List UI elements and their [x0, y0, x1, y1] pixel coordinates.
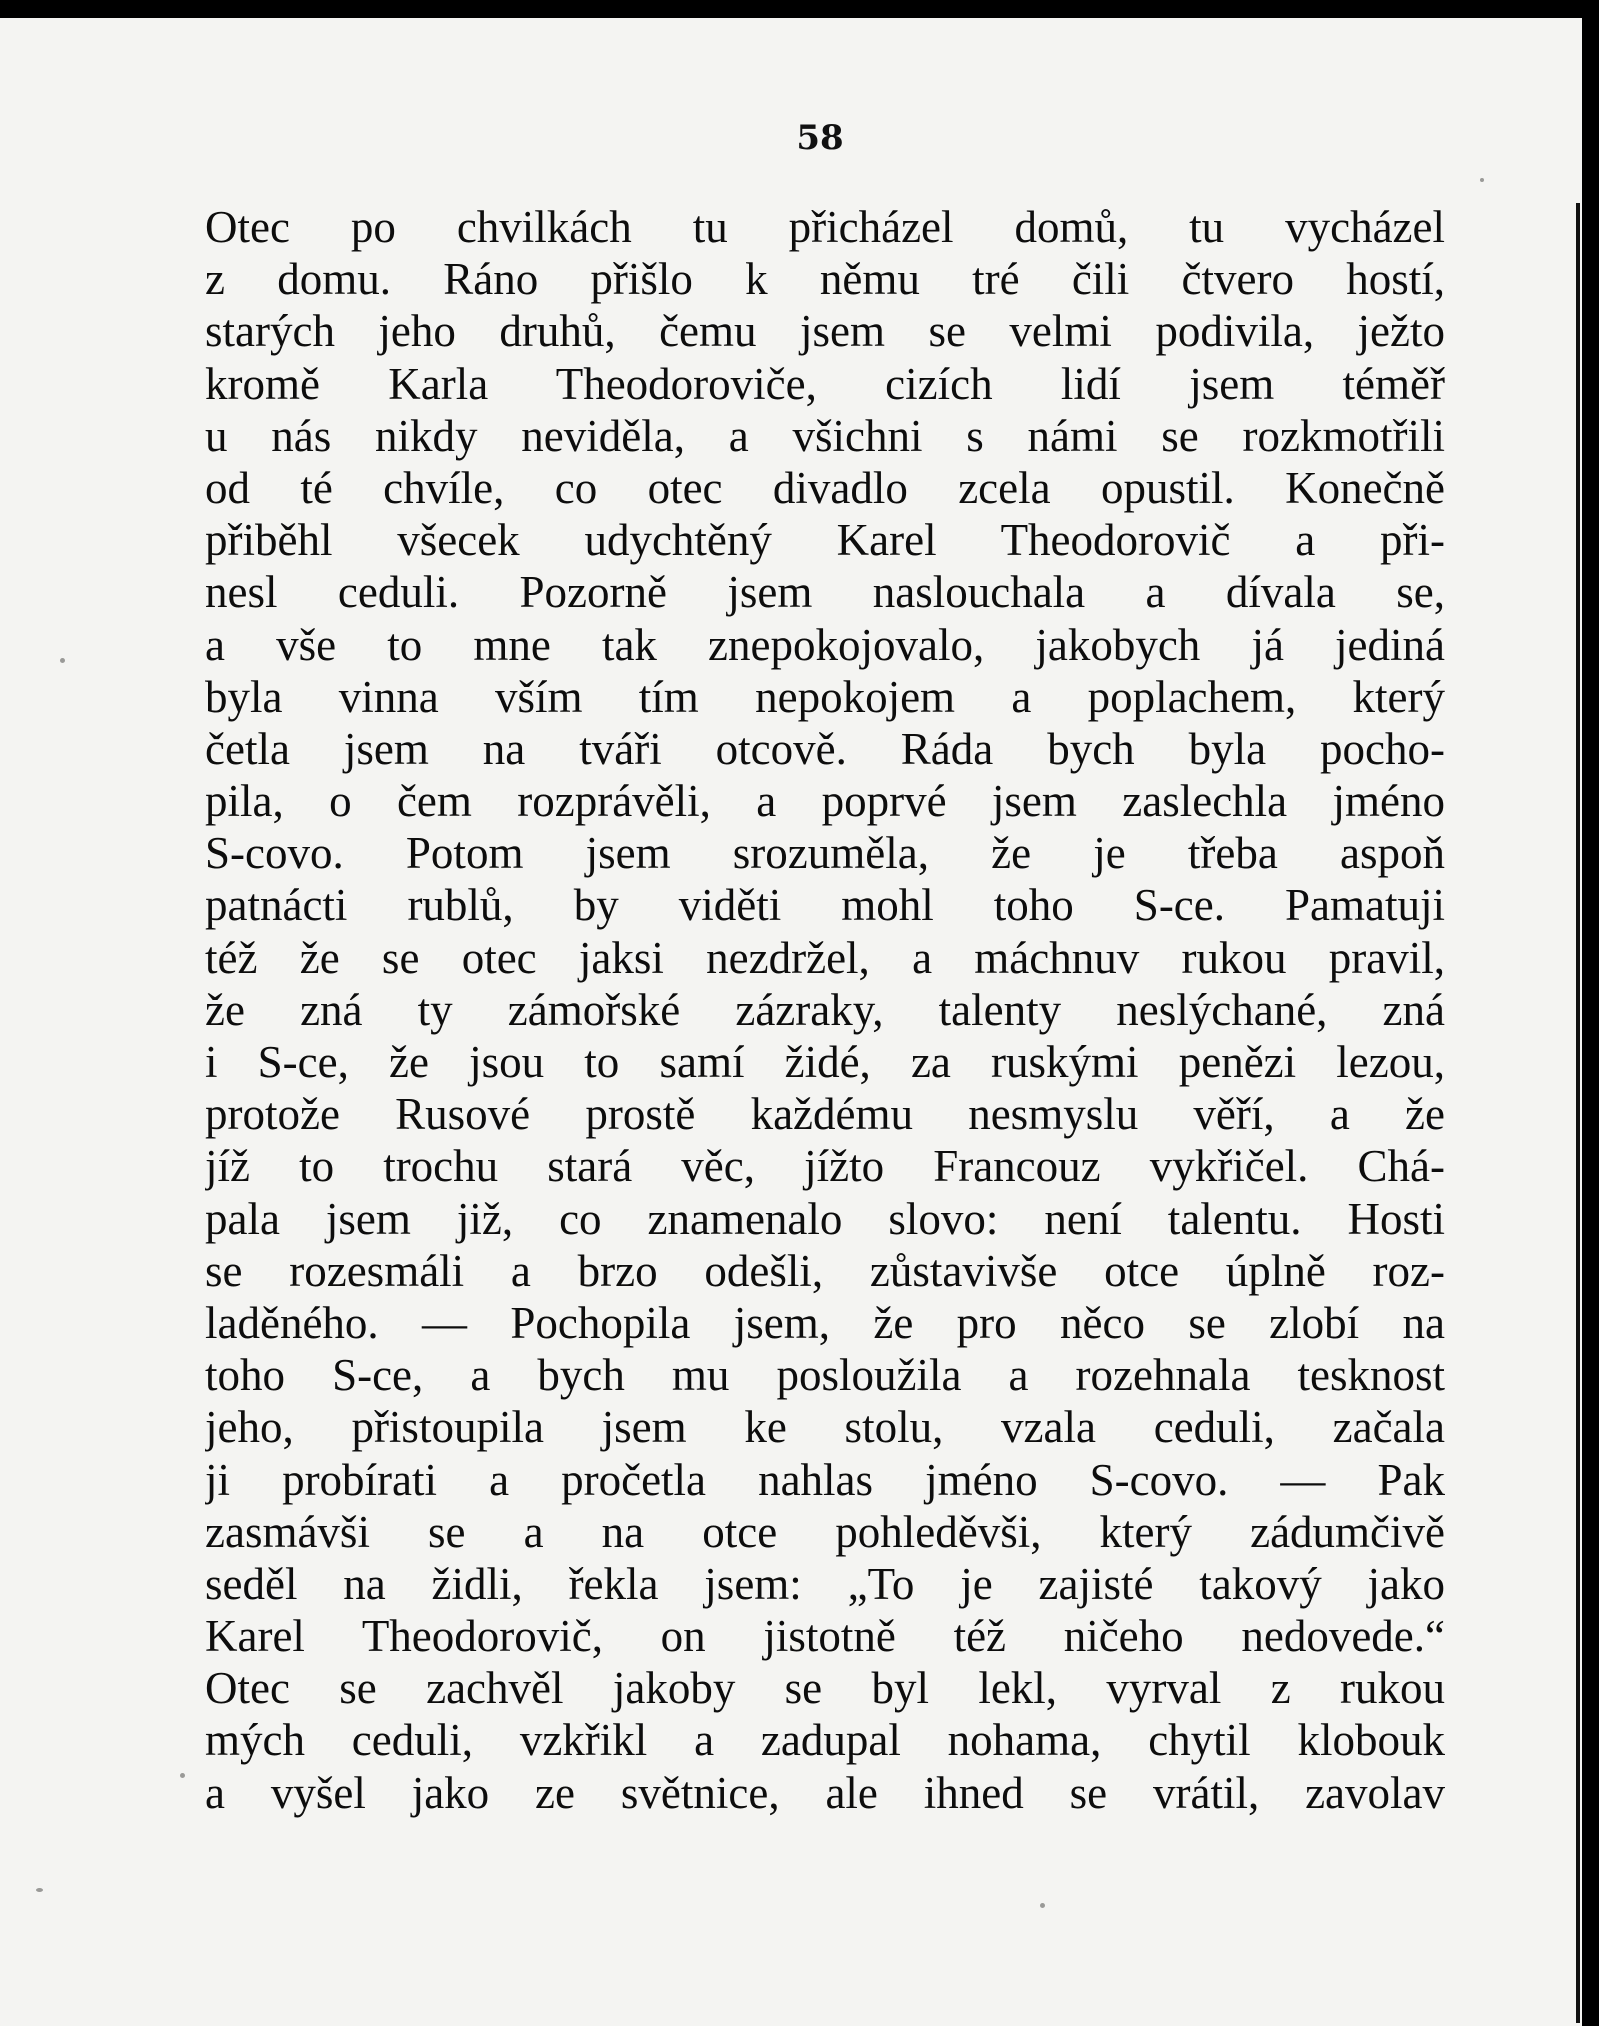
text-line: přiběhl všecek udychtěný Karel Theodorovič a při- [205, 515, 1445, 566]
scan-speck [1480, 178, 1484, 182]
text-line: toho S-ce, a bych mu posloužila a rozehnala tesknost [205, 1350, 1445, 1401]
text-line: Otec se zachvěl jakoby se byl lekl, vyrval z rukou [205, 1663, 1445, 1714]
text-line: i S-ce, že jsou to samí židé, za ruskými penězi lezou, [205, 1037, 1445, 1087]
scan-right-border [1582, 0, 1599, 2026]
book-page [0, 18, 1582, 2026]
scan-speck [36, 1888, 43, 1892]
text-line: kromě Karla Theodoroviče, cizích lidí jsem téměř [205, 358, 1445, 409]
text-line: pala jsem již, co znamenalo slovo: není talentu. Hosti [205, 1193, 1445, 1244]
text-line: pila, o čem rozprávěli, a poprvé jsem zaslechla jméno [205, 776, 1445, 827]
text-line: Karel Theodorovič, on jistotně též ničeho nedovede.“ [205, 1611, 1445, 1662]
scan-speck [180, 1773, 185, 1778]
body-text [205, 201, 1445, 1819]
scan-speck [1040, 1903, 1045, 1908]
scan-top-border [0, 0, 1599, 18]
text-line: četla jsem na tváři otcově. Ráda bych byla pocho- [205, 723, 1445, 774]
text-line: starých jeho druhů, čemu jsem se velmi podivila, ježto [205, 306, 1445, 357]
text-line: se rozesmáli a brzo odešli, zůstavivše otce úplně roz- [205, 1245, 1445, 1296]
text-line: jeho, přistoupila jsem ke stolu, vzala ceduli, začala [205, 1402, 1445, 1453]
text-line: z domu. Ráno přišlo k němu tré čili čtvero hostí, [205, 254, 1445, 305]
text-line: jíž to trochu stará věc, jížto Francouz vykřičel. Chá- [205, 1141, 1445, 1192]
text-line: u nás nikdy neviděla, a všichni s námi se rozkmotřili [205, 410, 1445, 461]
text-line: a vše to mne tak znepokojovalo, jakobych já jediná [205, 619, 1445, 670]
text-line: Otec po chvilkách tu přicházel domů, tu vycházel [205, 202, 1445, 252]
text-line: ji probírati a pročetla nahlas jméno S-covo. — Pak [205, 1454, 1445, 1505]
text-line: též že se otec jaksi nezdržel, a máchnuv rukou pravil, [205, 932, 1445, 983]
text-line: protože Rusové prostě každému nesmyslu věří, a že [205, 1089, 1445, 1140]
text-line: že zná ty zámořské zázraky, talenty neslýchané, zná [205, 984, 1445, 1035]
scan-speck [60, 658, 65, 663]
text-line: zasmávši se a na otce pohleděvši, který zádumčivě [205, 1506, 1445, 1557]
text-line: mých ceduli, vzkřikl a zadupal nohama, chytil klobouk [205, 1715, 1445, 1766]
text-line: a vyšel jako ze světnice, ale ihned se vrátil, zavolav [205, 1767, 1445, 1818]
page-number: 58 [796, 118, 844, 158]
text-line: nesl ceduli. Pozorně jsem naslouchala a dívala se, [205, 567, 1445, 618]
page-binding-shadow [1576, 203, 1580, 2023]
text-line: seděl na židli, řekla jsem: „To je zajisté takový jako [205, 1558, 1445, 1609]
text-line: od té chvíle, co otec divadlo zcela opustil. Konečně [205, 462, 1445, 513]
text-line: S-covo. Potom jsem srozuměla, že je třeba aspoň [205, 828, 1445, 879]
text-line: patnácti rublů, by viděti mohl toho S-ce. Pamatuji [205, 880, 1445, 931]
text-line: byla vinna vším tím nepokojem a poplachem, který [205, 671, 1445, 722]
text-line: laděného. — Pochopila jsem, že pro něco se zlobí na [205, 1297, 1445, 1348]
